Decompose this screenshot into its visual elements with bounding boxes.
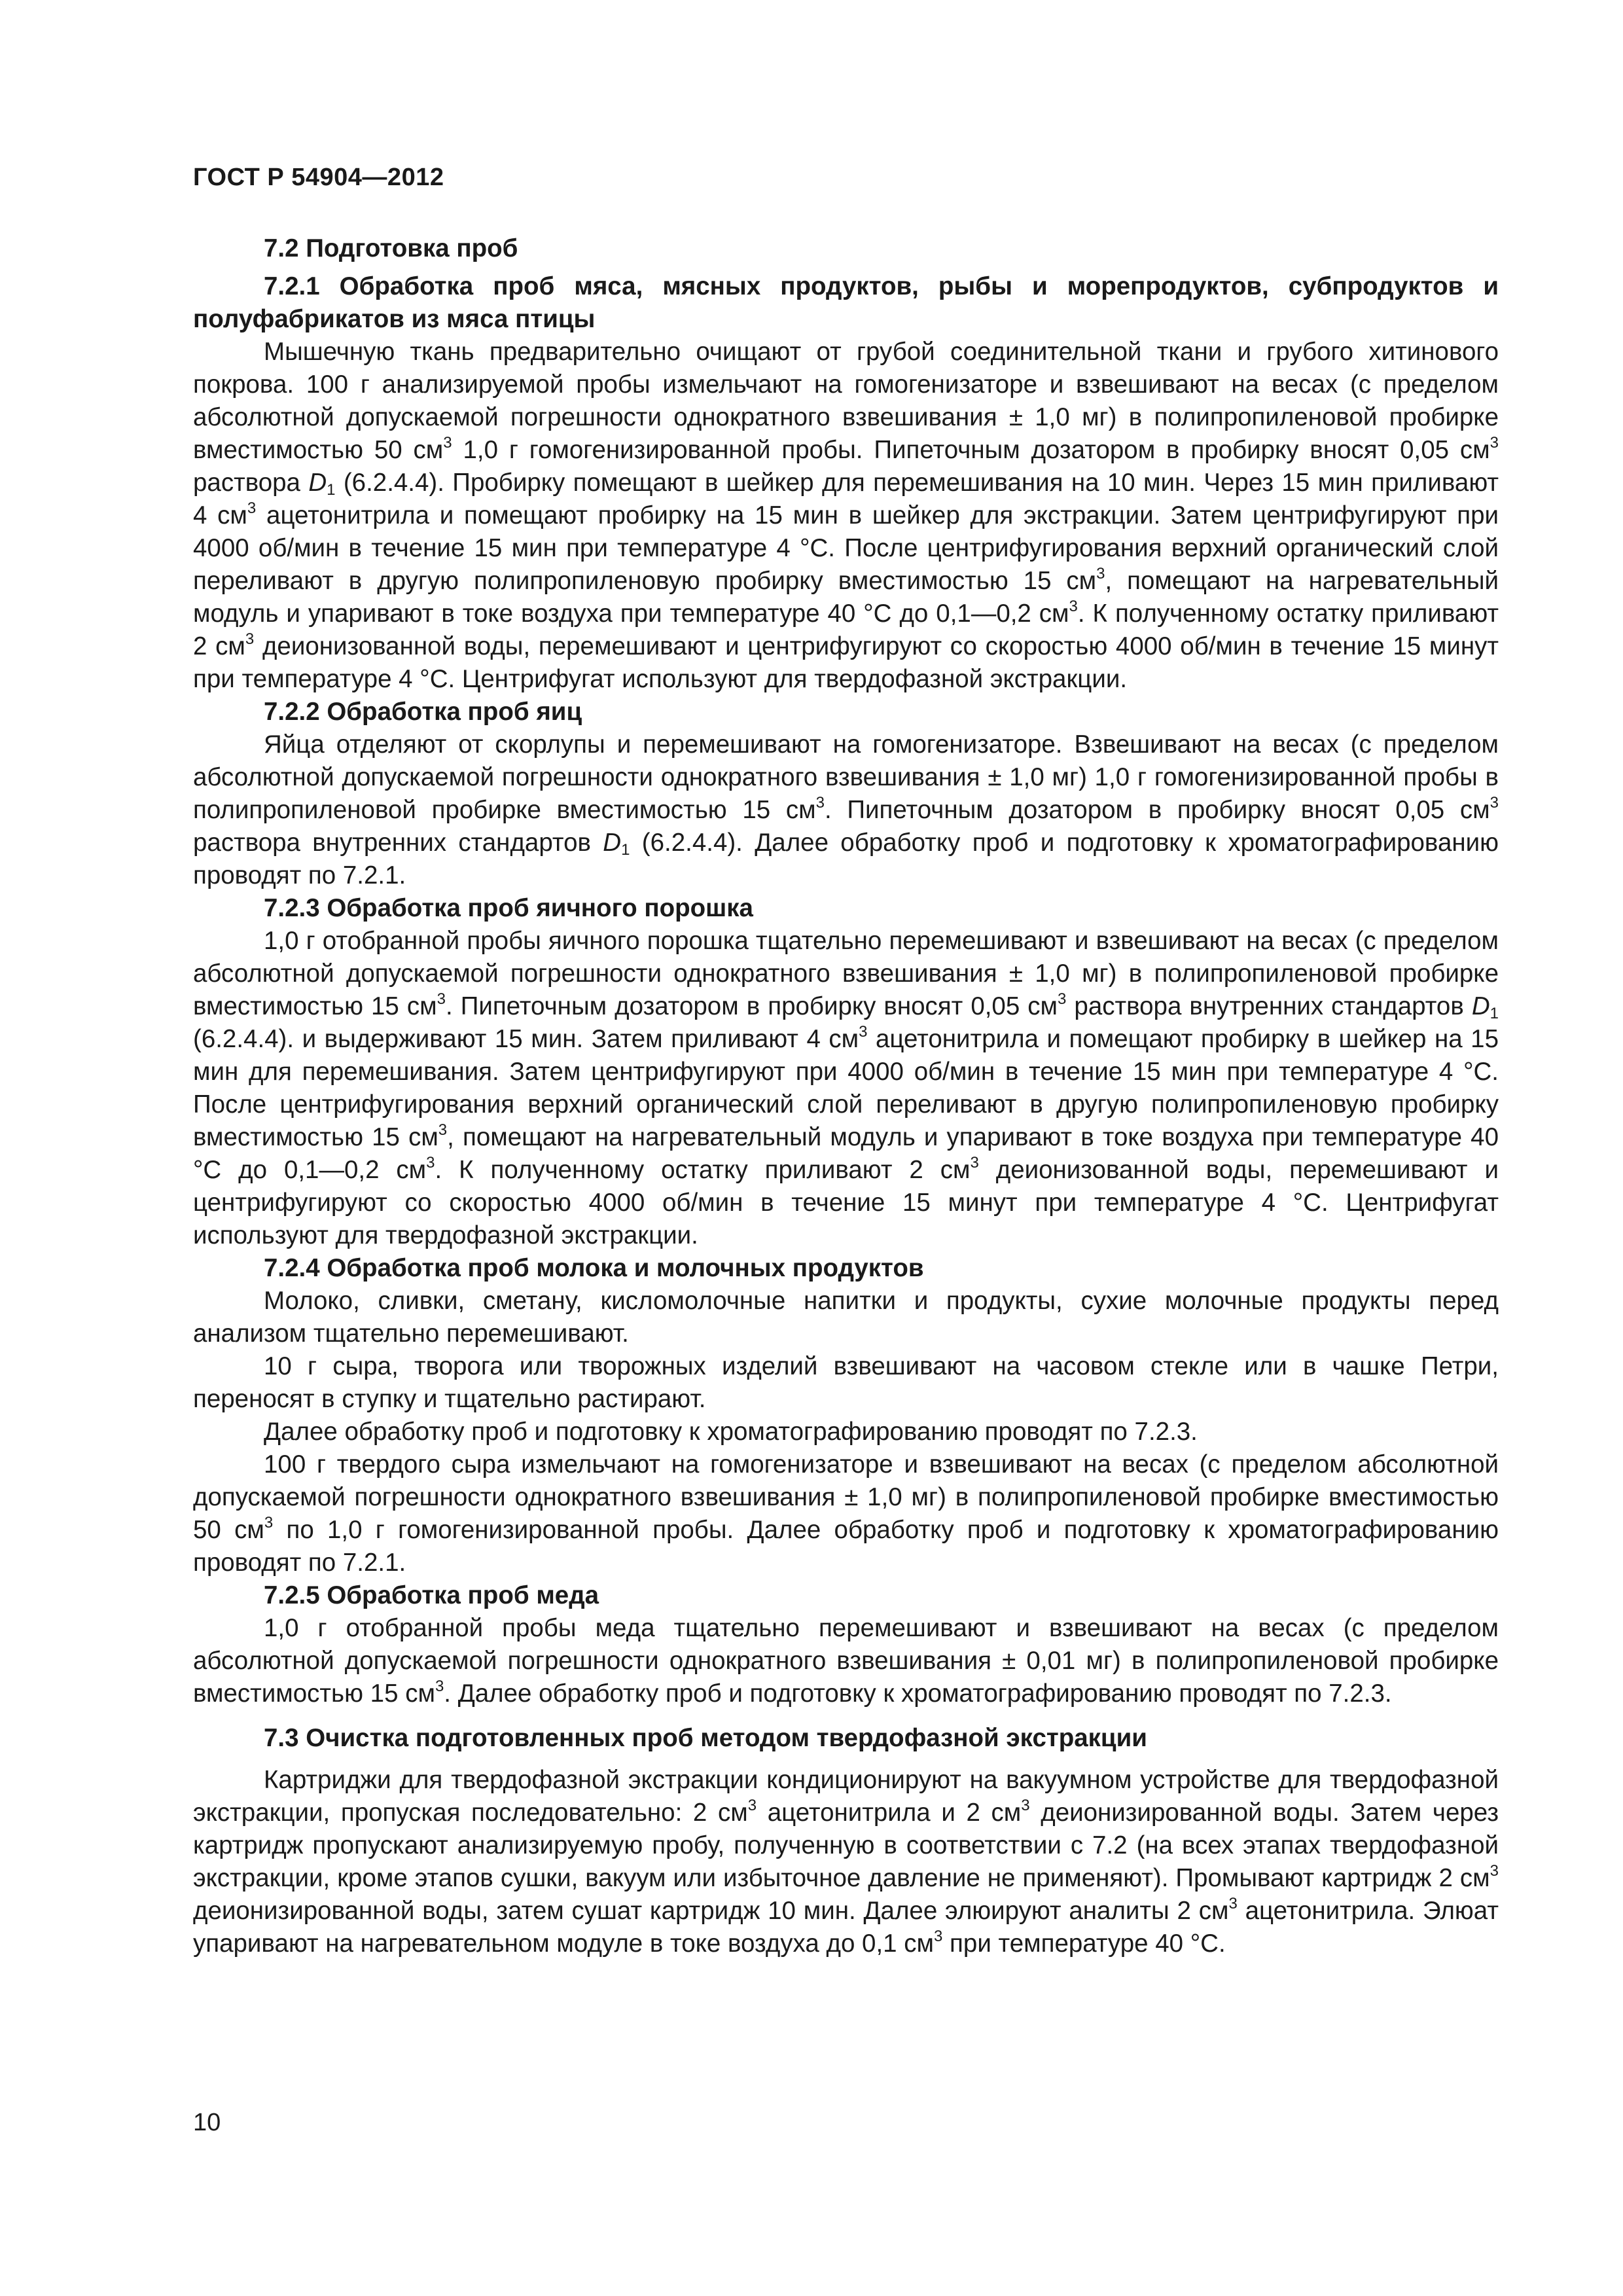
section-7-2-2-paragraph: Яйца отделяют от скорлупы и перемешивают на гомогенизаторе. Взвешивают на весах (с пределом абсолютной допускаемой погрешности однократного взвешивания ± 1,0 мг) 1,0 г гомогенизированной пробы в полипропиленовой пробирке вместимостью 15 $см^3$. Пипеточным дозатором в пробирку вносят 0,05 $см^3$ раствора внутренних стандартов $D_1$ (6.2.4.4). Далее обработку проб и подготовку к хроматографированию проводят по 7.2.1. xyxy=(193,730,1499,889)
document-body xyxy=(193,232,1499,1960)
section-7-2-2-heading: 7.2.2 Обработка проб яиц xyxy=(264,698,582,726)
section-7-2-3-heading: 7.2.3 Обработка проб яичного порошка xyxy=(264,894,753,922)
section-7-2-4-paragraph-1: Молоко, сливки, сметану, кисломолочные напитки и продукты, сухие молочные продукты перед анализом тщательно перемешивают. xyxy=(193,1287,1499,1348)
section-7-2-1-heading: 7.2.1 Обработка проб мяса, мясных продуктов, рыбы и морепродуктов, субпродуктов и полуфабрикатов из мяса птицы xyxy=(193,272,1499,333)
section-7-2-3-paragraph: 1,0 г отобранной пробы яичного порошка тщательно перемешивают и взвешивают на весах (с пределом абсолютной допускаемой погрешности однократного взвешивания ± 1,0 мг) в полипропиленовой пробирке вместимостью 15 $см^3$. Пипеточным дозатором в пробирку вносят 0,05 $см^3$ раствора внутренних стандартов $D_1$ (6.2.4.4). и выдерживают 15 мин. Затем приливают 4 $см^3$ ацетонитрила и помещают пробирку в шейкер на 15 мин для перемешивания. Затем центрифугируют при 4000 об/мин в течение 15 мин при температуре 4 °С. После центрифугирования верхний органический слой переливают в другую полипропиленовую пробирку вместимостью 15 $см^3$, помещают на нагревательный модуль и упаривают в токе воздуха при температуре 40 °С до 0,1—0,2 $см^3$. К полученному остатку приливают 2 $см^3$ деионизованной воды, перемешивают и центрифугируют со скоростью 4000 об/мин в течение 15 минут при температуре 4 °С. Центрифугат используют для твердофазной экстракции. xyxy=(193,927,1499,1249)
document-header: ГОСТ Р 54904—2012 xyxy=(193,164,444,191)
section-7-3-paragraph: Картриджи для твердофазной экстракции кондиционируют на вакуумном устройстве для твердофазной экстракции, пропуская последовательно: 2 $см^3$ ацетонитрила и 2 $см^3$ деионизированной воды. Затем через картридж пропускают анализируемую пробу, полученную в соответствии с 7.2 (на всех этапах твердофазной экстракции, кроме этапов сушки, вакуум или избыточное давление не применяют). Промывают картридж 2 $см^3$ деионизированной воды, затем сушат картридж 10 мин. Далее элюируют аналиты 2 $см^3$ ацетонитрила. Элюат упаривают на нагревательном модуле в токе воздуха до 0,1 $см^3$ при температуре 40 °С. xyxy=(193,1766,1499,1958)
section-7-2-4-heading: 7.2.4 Обработка проб молока и молочных продуктов xyxy=(264,1254,924,1282)
section-7-3-heading: 7.3 Очистка подготовленных проб методом твердофазной экстракции xyxy=(264,1724,1147,1752)
section-7-2-5-heading: 7.2.5 Обработка проб меда xyxy=(264,1581,599,1609)
section-7-2-heading: 7.2 Подготовка проб xyxy=(264,234,518,262)
section-7-2-1-paragraph: Мышечную ткань предварительно очищают от грубой соединительной ткани и грубого хитинового покрова. 100 г анализируемой пробы измельчают на гомогенизаторе и взвешивают на весах (с пределом абсолютной допускаемой погрешности однократного взвешивания ± 1,0 мг) в полипропиленовой пробирке вместимостью 50 $см^3$ 1,0 г гомогенизированной пробы. Пипеточным дозатором в пробирку вносят 0,05 $см^3$ раствора $D_1$ (6.2.4.4). Пробирку помещают в шейкер для перемешивания на 10 мин. Через 15 мин приливают 4 $см^3$ ацетонитрила и помещают пробирку на 15 мин в шейкер для экстракции. Затем центрифугируют при 4000 об/мин в течение 15 мин при температуре 4 °С. После центрифугирования верхний органический слой переливают в другую полипропиленовую пробирку вместимостью 15 $см^3$, помещают на нагревательный модуль и упаривают в токе воздуха при температуре 40 °С до 0,1—0,2 $см^3$. К полученному остатку приливают 2 $см^3$ деионизованной воды, перемешивают и центрифугируют со скоростью 4000 об/мин в течение 15 минут при температуре 4 °С. Центрифугат используют для твердофазной экстракции. xyxy=(193,338,1499,693)
section-7-2-4-paragraph-4: 100 г твердого сыра измельчают на гомогенизаторе и взвешивают на весах (с пределом абсолютной допускаемой погрешности однократного взвешивания ± 1,0 мг) в полипропиленовой пробирке вместимостью 50 $см^3$ по 1,0 г гомогенизированной пробы. Далее обработку проб и подготовку к хроматографированию проводят по 7.2.1. xyxy=(193,1450,1499,1577)
section-7-2-4-paragraph-3: Далее обработку проб и подготовку к хроматографированию проводят по 7.2.3. xyxy=(264,1418,1198,1446)
section-7-2-4-paragraph-2: 10 г сыра, творога или творожных изделий взвешивают на часовом стекле или в чашке Петри, переносят в ступку и тщательно растирают. xyxy=(193,1352,1499,1413)
section-7-2-5-paragraph: 1,0 г отобранной пробы меда тщательно перемешивают и взвешивают на весах (с пределом абсолютной допускаемой погрешности однократного взвешивания ± 0,01 мг) в полипропиленовой пробирке вместимостью 15 $см^3$. Далее обработку проб и подготовку к хроматографированию проводят по 7.2.3. xyxy=(193,1614,1499,1708)
page-number: 10 xyxy=(193,2109,221,2136)
